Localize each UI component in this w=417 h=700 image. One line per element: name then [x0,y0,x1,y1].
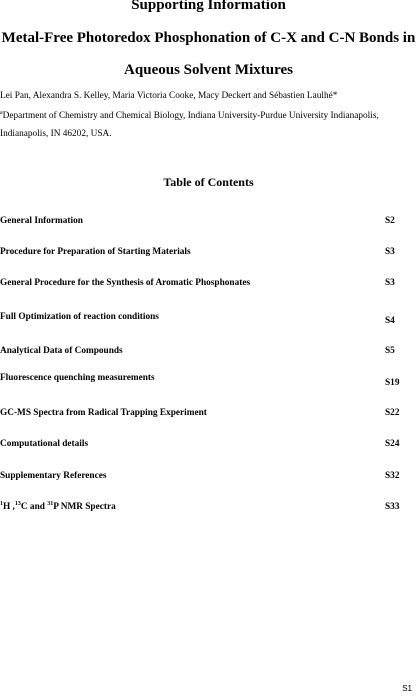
page-number: S1 [402,684,412,693]
affiliation [0,107,412,143]
toc-entry [0,246,412,258]
affiliation-marker: a [0,109,3,116]
toc-entry-label: Full Optimization of reaction conditions [0,312,159,322]
toc-entry-label: Computational details [0,439,89,449]
label-text-c: C and [20,502,48,512]
toc-entry [0,372,412,388]
superscript-1: 1 [0,500,3,507]
affiliation-line-2: Indianapolis, IN 46202, USA. [0,129,112,139]
toc-entry-label: Procedure for Preparation of Starting Materials [0,247,191,257]
toc-entry-page: S24 [385,439,400,449]
toc-entry-label: General Procedure for the Synthesis of Aromatic Phosphonates [0,278,251,288]
label-text-h: H , [3,502,15,512]
superscript-13: 13 [14,500,21,507]
toc-entry-label: GC-MS Spectra from Radical Trapping Experiment [0,408,207,418]
supporting-information-title: Supporting Information [131,0,286,13]
toc-entry-label: Fluorescence quenching measurements [0,373,155,383]
toc-entry-page: S5 [385,346,395,356]
toc-entry [0,470,412,482]
affiliation-line-1: Department of Chemistry and Chemical Biology, Indiana University-Purdue University Indianapolis, [2,111,379,121]
toc-entry [0,311,412,326]
toc-entry-label: Analytical Data of Compounds [0,346,123,356]
toc-entry-page: S19 [385,378,400,388]
toc-entry-label: Supplementary References [0,471,107,481]
paper-title-line-1: Metal-Free Photoredox Phosphonation of C-X and C-N Bonds in [1,30,416,46]
toc-entry-page: S32 [385,471,400,481]
toc-entry-page: S3 [385,247,395,257]
toc-entry-page: S4 [385,316,395,326]
toc-entry [0,277,412,289]
superscript-31: 31 [47,500,54,507]
toc-entry [0,438,412,450]
toc-entry [0,501,412,513]
author-list: Lei Pan, Alexandra S. Kelley, Maria Victoria Cooke, Macy Deckert and Sébastien Laulhé* [0,91,338,101]
toc-entry-page: S22 [385,408,400,418]
toc-entry-page: S2 [385,216,395,226]
toc-entry-page: S33 [385,502,400,512]
toc-entry [0,215,412,227]
toc-entry-label: General Information [0,216,83,226]
table-of-contents-heading: Table of Contents [163,175,254,189]
paper-title-line-2: Aqueous Solvent Mixtures [124,62,293,78]
toc-entry-label-nmr [0,501,116,513]
toc-entry-page: S3 [385,278,395,288]
label-text-p: P NMR Spectra [53,502,116,512]
toc-entry [0,407,412,419]
toc-entry [0,345,412,357]
